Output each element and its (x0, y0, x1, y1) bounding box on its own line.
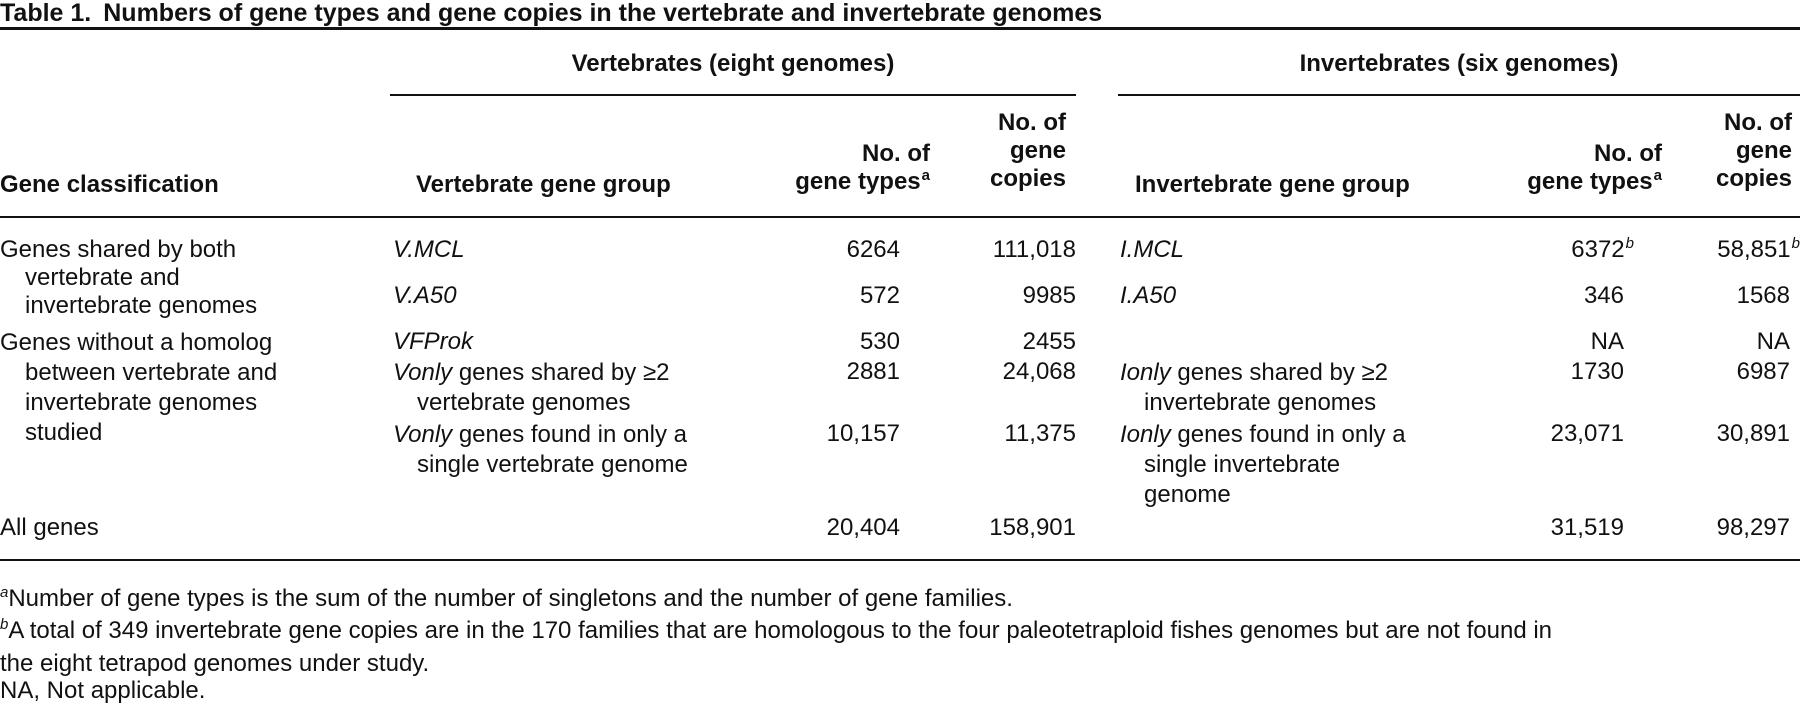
header-invert-copies: No. of gene copies (1715, 109, 1792, 192)
row-a50-invert-copies: 1568 (1736, 282, 1790, 309)
row-vfprok-vert-group: VFProk (393, 328, 474, 355)
row-shared-invert-copies: 6987 (1736, 358, 1790, 385)
header-rule (0, 216, 1800, 218)
row-shared-vert-types: 2881 (846, 358, 900, 385)
header-vert-copies: No. of gene copies (989, 109, 1066, 192)
row-single-invert-types: 23,071 (1550, 420, 1624, 447)
invertebrates-spanner-rule (1118, 94, 1800, 96)
row-single-invert-group: Ionly genes found in only a single invertebrate genome (1120, 421, 1406, 508)
footnote-a: $^a$Number of gene types is the sum of the number of singletons and the number of gene families. (0, 584, 1013, 612)
row-a50-invert-types: 346 (1583, 282, 1624, 309)
vertebrates-spanner-rule (390, 94, 1076, 96)
classification-shared: Genes shared by both vertebrate and invertebrate genomes (0, 236, 258, 319)
row-all-vert-copies: 158,901 (989, 514, 1076, 541)
bottom-rule (0, 559, 1800, 561)
footnote-na: NA, Not applicable. (0, 677, 206, 704)
header-vert-types: No. of gene types$^a$ (795, 140, 930, 195)
row-mcl-vert-copies: 111,018 (992, 236, 1076, 263)
row-mcl-vert-types: 6264 (846, 236, 900, 263)
table-label: Table 1. (0, 0, 92, 27)
footnote-b: $^b$A total of 349 invertebrate gene copies are in the 170 families that are homologous to the four paleotetraploid fishes genomes but are not found in the eight tetrapod genomes under study. (0, 616, 1553, 677)
top-rule (0, 27, 1800, 30)
header-gene-classification: Gene classification (0, 171, 219, 198)
row-single-vert-copies: 11,375 (1004, 420, 1076, 447)
row-all-invert-copies: 98,297 (1716, 514, 1790, 541)
header-invertebrate-group: Invertebrate gene group (1135, 171, 1410, 198)
row-a50-invert-group: I.A50 (1120, 282, 1177, 309)
row-vfprok-vert-types: 530 (859, 328, 900, 355)
classification-all-genes: All genes (0, 514, 99, 541)
row-a50-vert-copies: 9985 (1022, 282, 1076, 309)
row-shared-vert-copies: 24,068 (1002, 358, 1076, 385)
row-vfprok-invert-types: NA (1590, 328, 1624, 355)
row-mcl-invert-copies: 58,851$^b$ (1717, 235, 1800, 263)
row-shared-vert-group: Vonly genes shared by ≥2 vertebrate genomes (393, 359, 670, 416)
row-mcl-vert-group: V.MCL (393, 236, 465, 263)
row-single-invert-copies: 30,891 (1716, 420, 1790, 447)
vertebrates-spanner: Vertebrates (eight genomes) (571, 50, 895, 77)
row-a50-vert-group: V.A50 (393, 282, 457, 309)
row-mcl-invert-group: I.MCL (1120, 236, 1185, 263)
row-a50-vert-types: 572 (859, 282, 900, 309)
header-invert-types: No. of gene types$^a$ (1527, 140, 1662, 195)
classification-without-homolog: Genes without a homolog between vertebrate and invertebrate genomes studied (0, 329, 278, 446)
table-title (0, 0, 1102, 26)
row-single-vert-types: 10,157 (826, 420, 900, 447)
table-caption: Numbers of gene types and gene copies in the vertebrate and invertebrate genomes (103, 0, 1103, 27)
row-vfprok-invert-copies: NA (1756, 328, 1790, 355)
invertebrates-spanner: Invertebrates (six genomes) (1299, 50, 1619, 77)
row-mcl-invert-types: 6372$^b$ (1571, 235, 1634, 263)
row-shared-invert-group: Ionly genes shared by ≥2 invertebrate genomes (1120, 359, 1389, 416)
row-shared-invert-types: 1730 (1570, 358, 1624, 385)
header-vertebrate-group: Vertebrate gene group (416, 171, 671, 198)
row-vfprok-vert-copies: 2455 (1022, 328, 1076, 355)
row-single-vert-group: Vonly genes found in only a single vertebrate genome (393, 421, 688, 478)
row-all-invert-types: 31,519 (1550, 514, 1624, 541)
row-all-vert-types: 20,404 (826, 514, 900, 541)
